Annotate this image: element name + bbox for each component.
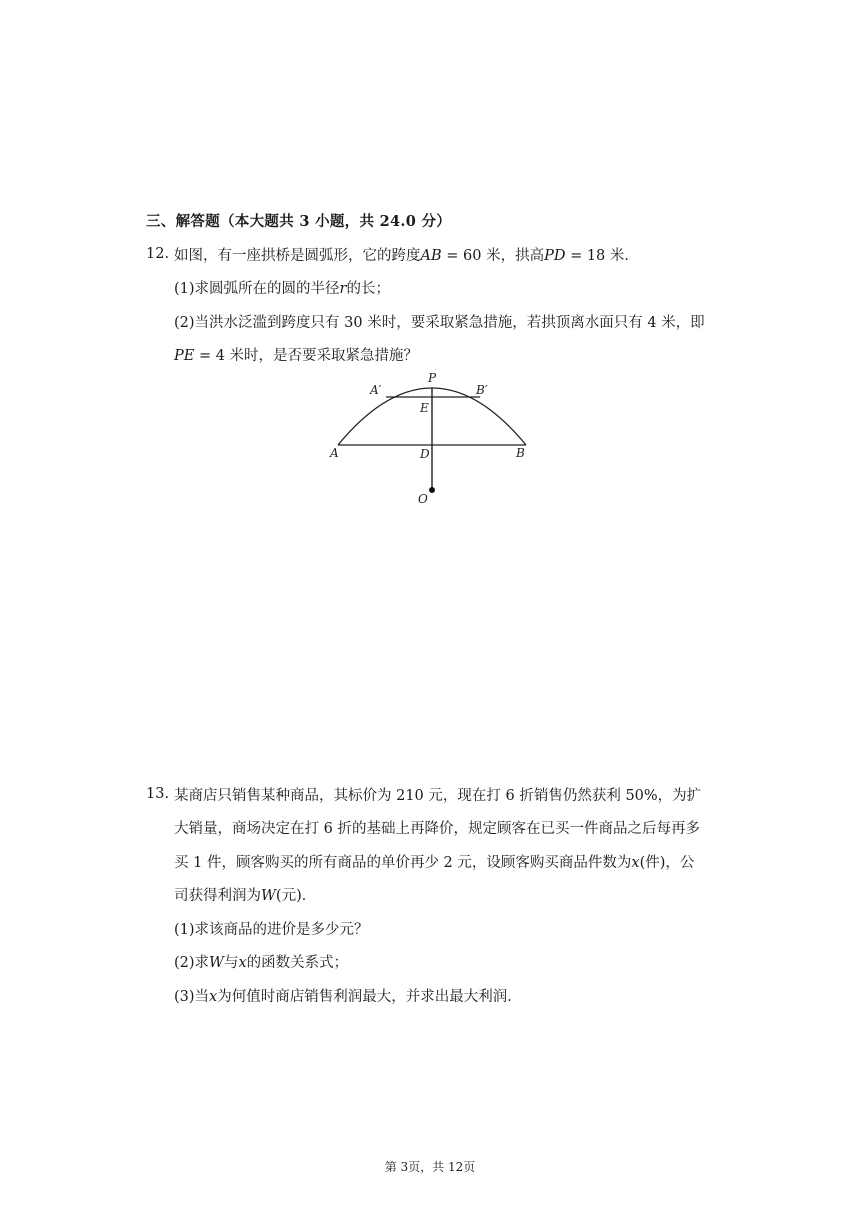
section-title: 三、解答题（本大题共 3 小题，共 24.0 分） xyxy=(146,213,452,230)
math-pe: PE xyxy=(174,348,195,364)
q12-stem-text: 如图，有一座拱桥是圆弧形，它的跨度 xyxy=(174,248,421,264)
math-w-2: W xyxy=(209,955,224,971)
question-13-part-3 xyxy=(174,987,522,1007)
label-d: D xyxy=(420,447,430,461)
question-13-number: 13. xyxy=(146,786,170,802)
question-12-stem xyxy=(174,246,639,266)
q13-line4-text: 司获得利润为 xyxy=(174,888,261,904)
label-p: P xyxy=(428,371,437,385)
center-point xyxy=(429,487,435,493)
q13-p2-pre: (2)求 xyxy=(174,955,210,971)
q12-eq-ab: = 60 米，拱高 xyxy=(441,248,545,264)
math-x: x xyxy=(631,855,640,871)
q13-line4-post: (元)． xyxy=(275,888,317,904)
label-o: O xyxy=(418,492,428,506)
q12-p1-text: (1)求圆弧所在的圆的半径 xyxy=(174,281,340,297)
question-13-part-1: (1)求该商品的进价是多少元？ xyxy=(174,922,369,938)
math-w: W xyxy=(261,888,276,904)
math-pd: PD xyxy=(544,248,566,264)
math-x-2: x xyxy=(238,955,247,971)
q13-p2-mid: 与 xyxy=(223,955,239,971)
q13-p3-pre: (3)当 xyxy=(174,989,210,1005)
question-12-number: 12. xyxy=(146,246,170,262)
label-a-prime: A′ xyxy=(370,383,382,397)
page-footer: 第 3页，共 12页 xyxy=(384,1160,476,1174)
math-ab: AB xyxy=(420,248,442,264)
question-12-part-2-cont xyxy=(174,346,418,366)
math-r: r xyxy=(339,281,347,297)
label-e: E xyxy=(420,401,429,415)
label-a: A xyxy=(330,446,339,460)
question-13-line-4 xyxy=(174,886,316,906)
q13-p2-post: 的函数关系式； xyxy=(246,955,349,971)
question-12-part-2: (2)当洪水泛滥到跨度只有 30 米时，要采取紧急措施，若拱顶离水面只有 4 米，即 xyxy=(174,315,705,331)
q12-eq-pd: = 18 米． xyxy=(565,248,639,264)
q13-line3-text: 买 1 件，顾客购买的所有商品的单价再少 2 元，设顾客购买商品件数为 xyxy=(174,855,632,871)
question-13-line-2: 大销量，商场决定在打 6 折的基础上再降价，规定顾客在已买一件商品之后每再多 xyxy=(174,821,700,837)
question-13-line-3 xyxy=(174,853,694,873)
label-b: B xyxy=(516,446,525,460)
math-x-3: x xyxy=(209,989,218,1005)
question-13-line-1: 某商店只销售某种商品，其标价为 210 元，现在打 6 折销售仍然获利 50%，为扩 xyxy=(174,788,702,804)
question-13-part-2 xyxy=(174,953,348,973)
question-12-part-1 xyxy=(174,279,390,299)
label-b-prime: B′ xyxy=(476,383,488,397)
q13-line3-post: (件)，公 xyxy=(639,855,695,871)
q12-p1-post: 的长； xyxy=(346,281,390,297)
q13-p3-post: 为何值时商店销售利润最大，并求出最大利润． xyxy=(217,989,522,1005)
q12-p2-post: = 4 米时，是否要采取紧急措施？ xyxy=(194,348,419,364)
arch-bridge-figure xyxy=(320,365,550,510)
